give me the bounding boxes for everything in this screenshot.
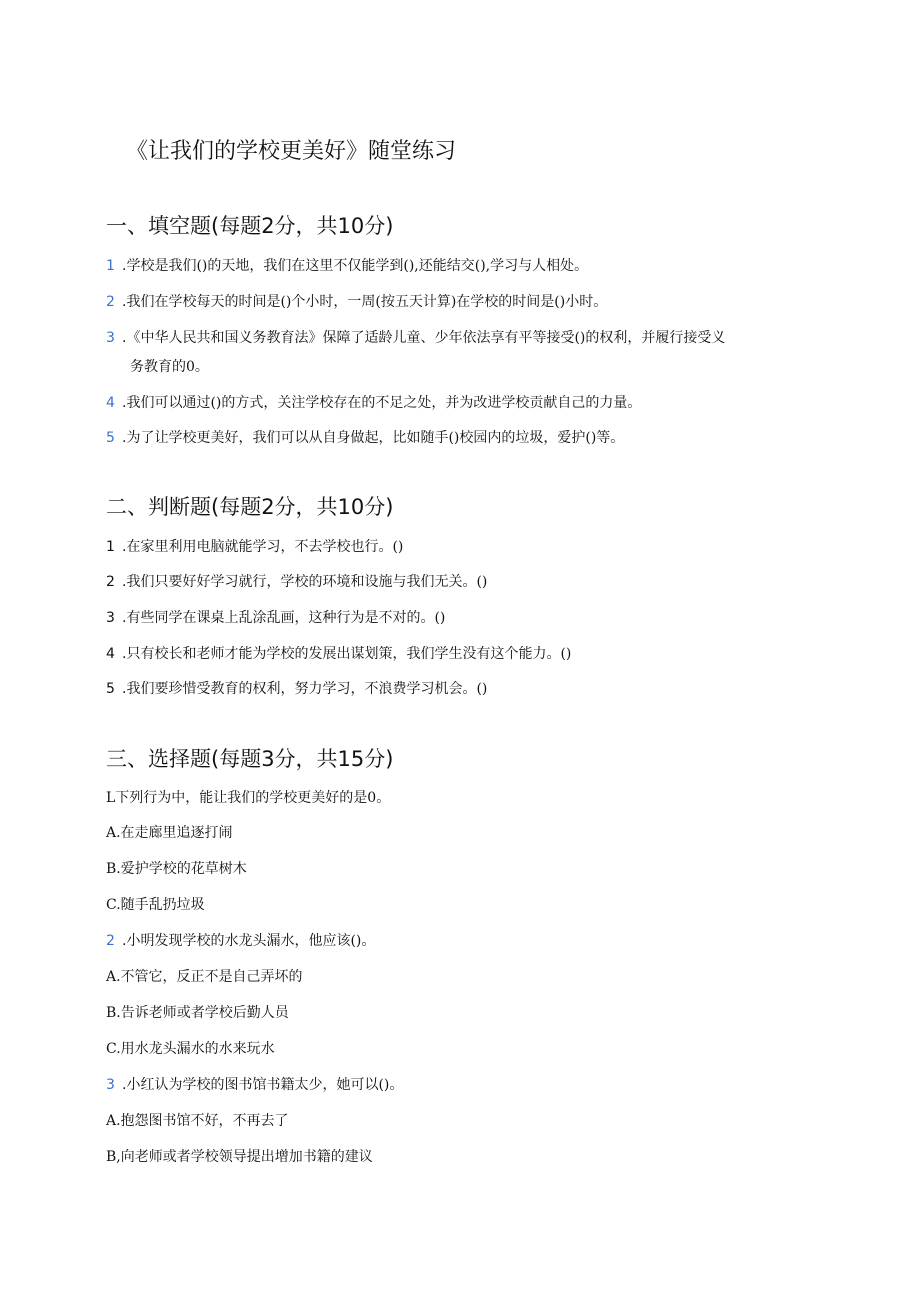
question-number: 3 — [106, 330, 115, 346]
choice-text: L下列行为中，能让我们的学校更美好的是0。 — [106, 790, 391, 806]
question-text: .小明发现学校的水龙头漏水，他应该()。 — [122, 933, 376, 949]
question-number: 2 — [106, 294, 115, 310]
question-line — [106, 931, 375, 951]
choice-line — [106, 1003, 289, 1023]
question-text: .我们要珍惜受教育的权利，努力学习，不浪费学习机会。() — [122, 681, 488, 697]
question-line — [106, 537, 403, 557]
choice-line — [106, 1147, 373, 1167]
choice-text: A.抱怨图书馆不好，不再去了 — [106, 1113, 289, 1129]
section-title-true-false: 二、判断题(每题2分，共10分) — [106, 495, 394, 519]
question-line — [106, 428, 624, 448]
section-title-multiple-choice: 三、选择题(每题3分，共15分) — [106, 747, 394, 771]
choice-line — [106, 859, 247, 879]
choice-text: A.不管它，反正不是自己弄坏的 — [106, 969, 303, 985]
question-text: .我们只要好好学习就行，学校的环境和设施与我们无关。() — [122, 574, 488, 590]
choice-text: C.用水龙头漏水的水来玩水 — [106, 1041, 275, 1057]
section-title-fill-blank: 一、填空题(每题2分，共10分) — [106, 214, 394, 238]
question-line — [106, 393, 641, 413]
question-line — [106, 608, 445, 628]
choice-line — [106, 895, 205, 915]
question-line — [106, 292, 607, 312]
question-line — [106, 1075, 403, 1095]
question-line — [106, 679, 487, 699]
choice-text: B.告诉老师或者学校后勤人员 — [106, 1005, 289, 1021]
question-text: .学校是我们()的天地，我们在这里不仅能学到(),还能结交(),学习与人相处。 — [122, 258, 589, 274]
question-text: .《中华人民共和国义务教育法》保障了适龄儿童、少年依法享有平等接受()的权利，并履行接受义 — [122, 330, 726, 346]
question-text: .在家里利用电脑就能学习，不去学校也行。() — [122, 539, 404, 555]
question-number: 2 — [106, 933, 115, 949]
question-number: 3 — [106, 610, 115, 626]
choice-line — [106, 823, 233, 843]
question-line — [106, 328, 725, 348]
question-line — [106, 644, 571, 664]
question-number: 5 — [106, 430, 115, 446]
question-text: .我们可以通过()的方式，关注学校存在的不足之处，并为改进学校贡献自己的力量。 — [122, 395, 642, 411]
question-line — [106, 572, 487, 592]
question-text: .有些同学在课桌上乱涂乱画，这种行为是不对的。() — [122, 610, 446, 626]
question-number: 4 — [106, 646, 115, 662]
choice-line — [106, 1111, 289, 1131]
choice-line — [106, 1039, 275, 1059]
question-line — [106, 256, 588, 276]
question-number: 4 — [106, 395, 115, 411]
question-number: 2 — [106, 574, 115, 590]
question-text: .小红认为学校的图书馆书籍太少，她可以()。 — [122, 1077, 404, 1093]
question-text: .我们在学校每天的时间是()个小时，一周(按五天计算)在学校的时间是()小时。 — [122, 294, 608, 310]
question-text: .只有校长和老师才能为学校的发展出谋划策，我们学生没有这个能力。() — [122, 646, 572, 662]
choice-line — [106, 788, 390, 808]
choice-text: B,向老师或者学校领导提出增加书籍的建议 — [106, 1149, 373, 1165]
question-text: .为了让学校更美好，我们可以从自身做起，比如随手()校园内的垃圾，爱护()等。 — [122, 430, 625, 446]
document-title: 《让我们的学校更美好》随堂练习 — [126, 139, 457, 164]
choice-text: B.爱护学校的花草树木 — [106, 861, 247, 877]
choice-line — [106, 967, 303, 987]
question-continuation: 务教育的0。 — [130, 359, 209, 375]
choice-text: C.随手乱扔垃圾 — [106, 897, 205, 913]
question-number: 1 — [106, 539, 115, 555]
question-number: 3 — [106, 1077, 115, 1093]
question-number: 5 — [106, 681, 115, 697]
choice-text: A.在走廊里追逐打闹 — [106, 825, 233, 841]
question-number: 1 — [106, 258, 115, 274]
